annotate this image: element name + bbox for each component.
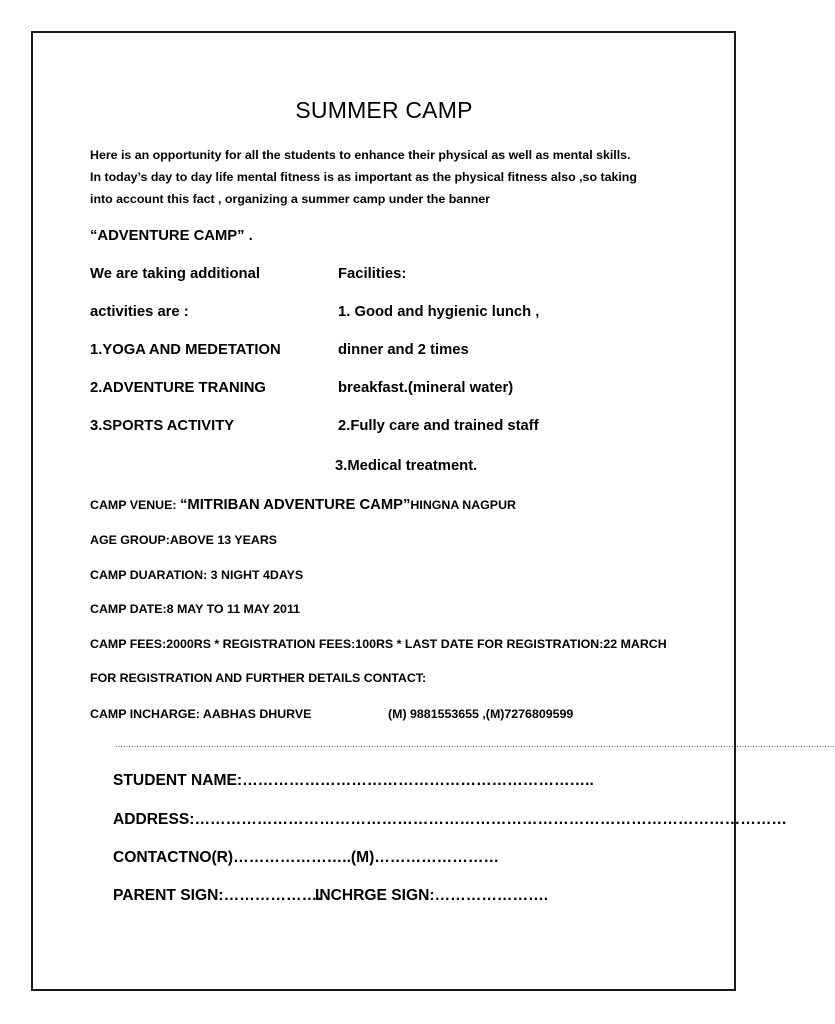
activity-item: 1.YOGA AND MEDETATION [90,342,281,358]
facility-line: 1. Good and hygienic lunch , [338,304,540,320]
intro-line-3: into account this fact , organizing a summer camp under the banner [90,192,491,206]
camp-venue [90,497,516,513]
form-separator: ……………………………………………………………………………………………………………………………………………………………………………………………………………………………………………… [115,740,835,749]
camp-venue-name: “MITRIBAN ADVENTURE CAMP” [179,497,411,513]
student-name-field: STUDENT NAME:………………………………………………………….. [113,772,594,789]
camp-date: CAMP DATE:8 MAY TO 11 MAY 2011 [90,602,301,616]
facility-line: 3.Medical treatment. [335,458,478,474]
parent-sign-field: PARENT SIGN:………………. [113,887,322,904]
activities-heading-line-2: activities are : [90,304,189,320]
contact-number-field: CONTACTNO(R)…………………..(M)…………………… [113,849,500,866]
camp-venue-label: CAMP VENUE: [90,498,180,512]
intro-line-2: In today’s day to day life mental fitness is as important as the physical fitness also ,so taking [90,170,637,184]
camp-incharge: CAMP INCHARGE: AABHAS DHURVE [90,707,312,721]
facility-line: breakfast.(mineral water) [338,380,514,396]
incharge-sign-field: INCHRGE SIGN:…………………. [315,887,549,904]
activity-item: 3.SPORTS ACTIVITY [90,418,235,434]
facilities-heading: Facilities: [338,266,407,282]
camp-duration: CAMP DUARATION: 3 NIGHT 4DAYS [90,568,304,582]
activities-heading-line-1: We are taking additional [90,266,260,282]
camp-venue-place: HINGNA NAGPUR [410,498,516,512]
contact-phones: (M) 9881553655 ,(M)7276809599 [388,707,574,721]
camp-fees: CAMP FEES:2000RS * REGISTRATION FEES:100RS * LAST DATE FOR REGISTRATION:22 MARCH [90,637,667,651]
page-title: SUMMER CAMP [295,97,473,123]
intro-line-1: Here is an opportunity for all the students to enhance their physical as well as mental skills. [90,148,631,162]
address-field: ADDRESS:…………………………………………………………………………………………………… [113,811,788,828]
facility-line: 2.Fully care and trained staff [338,418,539,434]
activity-item: 2.ADVENTURE TRANING [90,380,266,396]
contact-heading: FOR REGISTRATION AND FURTHER DETAILS CONTACT: [90,671,427,685]
banner-name: “ADVENTURE CAMP” . [90,228,253,244]
age-group: AGE GROUP:ABOVE 13 YEARS [90,533,278,547]
facility-line: dinner and 2 times [338,342,469,358]
